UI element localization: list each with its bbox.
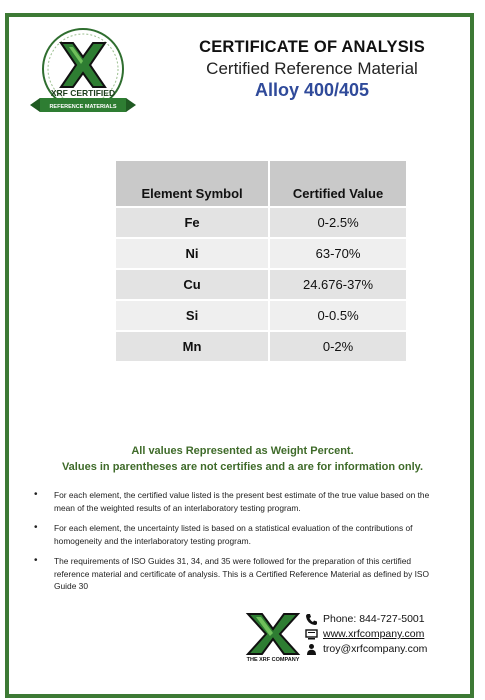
certified-values-table bbox=[116, 161, 406, 361]
alloy-name: Alloy 400/405 bbox=[254, 80, 370, 100]
certified-value: 63-70% bbox=[269, 238, 406, 269]
note-line-1: All values Represented as Weight Percent. bbox=[131, 445, 354, 457]
element-symbol: Mn bbox=[116, 331, 269, 361]
element-symbol: Ni bbox=[116, 238, 269, 269]
header bbox=[178, 38, 446, 101]
phone-icon bbox=[305, 613, 318, 626]
element-symbol: Si bbox=[116, 300, 269, 331]
website-row bbox=[305, 627, 427, 642]
table-row bbox=[116, 238, 406, 269]
column-header-element-symbol: Element Symbol bbox=[116, 161, 269, 207]
table-row bbox=[116, 269, 406, 300]
ribbon-text: REFERENCE MATERIALS bbox=[49, 104, 117, 110]
computer-icon bbox=[305, 628, 318, 641]
xrf-certified-logo bbox=[28, 25, 140, 120]
certified-value: 0-2% bbox=[269, 331, 406, 361]
bullet-icon: • bbox=[34, 489, 38, 500]
element-symbol: Cu bbox=[116, 269, 269, 300]
list-item-text: For each element, the certified value listed is the present best estimate of the true value based on the mean of the weighted results of an interlaboratory testing program. bbox=[54, 490, 430, 513]
phone-number: Phone: 844-727-5001 bbox=[323, 613, 425, 625]
list-item bbox=[34, 555, 442, 593]
phone-row bbox=[305, 612, 427, 627]
person-icon bbox=[305, 643, 318, 656]
certified-value: 0-0.5% bbox=[269, 300, 406, 331]
website-link[interactable]: www.xrfcompany.com bbox=[323, 628, 425, 640]
company-name: THE XRF COMPANY bbox=[246, 657, 300, 662]
list-item-text: The requirements of ISO Guides 31, 34, and 35 were followed for the preparation of this certified reference material and certificate of analysis. This is a Certified Reference Material as defined by ISO Guide 30 bbox=[54, 556, 430, 591]
table-header-row bbox=[116, 161, 406, 207]
xrf-company-logo bbox=[244, 612, 302, 662]
bullet-icon: • bbox=[34, 555, 38, 566]
column-header-certified-value: Certified Value bbox=[269, 161, 406, 207]
element-symbol: Fe bbox=[116, 207, 269, 238]
table-row bbox=[116, 207, 406, 238]
page-title: CERTIFICATE OF ANALYSIS bbox=[199, 38, 425, 56]
contact-info bbox=[305, 612, 427, 657]
table-row bbox=[116, 331, 406, 361]
certified-value: 0-2.5% bbox=[269, 207, 406, 238]
certified-value: 24.676-37% bbox=[269, 269, 406, 300]
weight-percent-note bbox=[20, 443, 465, 475]
badge-text: XRF CERTIFIED bbox=[50, 88, 116, 98]
note-line-2: Values in parentheses are not certifies and a are for information only. bbox=[61, 461, 424, 473]
email-row bbox=[305, 642, 427, 657]
bullet-icon: • bbox=[34, 522, 38, 533]
list-item-text: For each element, the uncertainty listed is based on a statistical evaluation of the contributions of homogeneity and the interlaboratory testing program. bbox=[54, 523, 413, 546]
page-subtitle: Certified Reference Material bbox=[206, 59, 418, 78]
list-item bbox=[34, 522, 442, 547]
table-row bbox=[116, 300, 406, 331]
email-address[interactable]: troy@xrfcompany.com bbox=[323, 643, 428, 655]
certification-notes-list bbox=[34, 489, 442, 601]
list-item bbox=[34, 489, 442, 514]
